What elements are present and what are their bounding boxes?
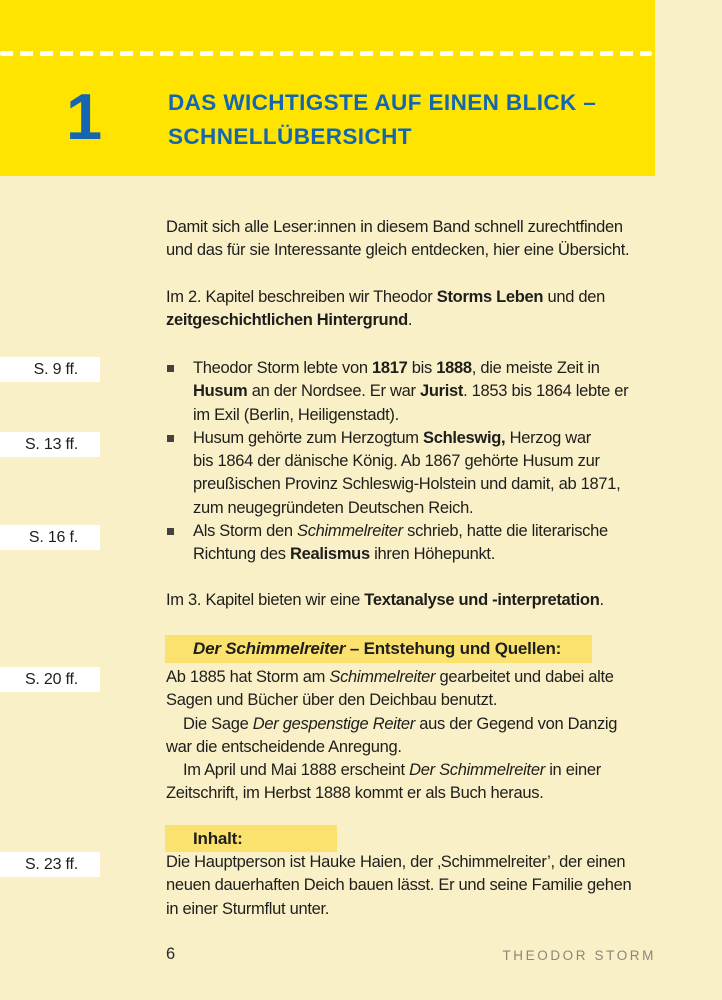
- highlight-heading-entstehung: Der Schimmelreiter – Entstehung und Quellen:: [165, 635, 592, 663]
- page-number: 6: [166, 945, 176, 963]
- paragraph-kapitel2: Im 2. Kapitel beschreiben wir Theodor Storms Leben und den zeitgeschichtlichen Hintergrund.: [166, 288, 606, 330]
- paragraph-kapitel3: Im 3. Kapitel bieten wir eine Textanalyse und -interpretation.: [166, 591, 604, 609]
- bullet-list: [166, 357, 666, 567]
- bullet-text: Als Storm den Schimmelreiter schrieb, hatte die literarische Richtung des Realismus ihren Höhepunkt.: [193, 522, 608, 564]
- margin-label-s16: S. 16 f.: [0, 525, 100, 550]
- paragraph-entstehung-3: Im April und Mai 1888 erscheint Der Schimmelreiter in einer Zeitschrift, im Herbst 1888 kommt er als Buch heraus.: [166, 761, 601, 803]
- dashed-divider: [0, 51, 652, 56]
- chapter-title-line1: DAS WICHTIGSTE AUF EINEN BLICK –: [168, 90, 597, 115]
- margin-label-s20: S. 20 ff.: [0, 667, 100, 692]
- list-item: [166, 427, 666, 520]
- bullet-square-icon: [167, 528, 174, 535]
- highlight-heading-inhalt: Inhalt:: [165, 825, 337, 852]
- bullet-square-icon: [167, 435, 174, 442]
- paragraph-entstehung-2: Die Sage Der gespenstige Reiter aus der Gegend von Danzig war die entscheidende Anregung.: [166, 714, 618, 756]
- paragraph-inhalt: Die Hauptperson ist Hauke Haien, der ‚Schimmelreiter’, der einen neuen dauerhaften Deich bauen lässt. Er und seine Familie gehen in einer Sturmflut unter.: [166, 853, 632, 918]
- margin-label-s23: S. 23 ff.: [0, 852, 100, 877]
- chapter-title-line2: SCHNELLÜBERSICHT: [168, 124, 412, 149]
- bullet-text: Husum gehörte zum Herzogtum Schleswig, Herzog war bis 1864 der dänische König. Ab 1867 gehörte Husum zur preußischen Provinz Schleswig-Holstein und damit, ab 1871, zum neugegründeten Deutschen Reich.: [193, 428, 621, 517]
- chapter-title: [168, 86, 596, 154]
- bullet-square-icon: [167, 365, 174, 372]
- chapter-header: [0, 0, 655, 176]
- margin-label-s9: S. 9 ff.: [0, 357, 100, 382]
- list-item: [166, 357, 666, 427]
- paragraph-group-entstehung: [166, 666, 666, 806]
- paragraph-entstehung-1: Ab 1885 hat Storm am Schimmelreiter gearbeitet und dabei alte Sagen und Bücher über den Deichbau benutzt.: [166, 668, 614, 710]
- chapter-number: 1: [66, 80, 103, 153]
- running-header: THEODOR STORM: [502, 948, 656, 963]
- paragraph-intro: Damit sich alle Leser:innen in diesem Band schnell zurechtfinden und das für sie Interessante gleich entdecken, hier eine Übersicht.: [166, 218, 630, 260]
- list-item: [166, 520, 666, 567]
- bullet-text: Theodor Storm lebte von 1817 bis 1888, die meiste Zeit in Husum an der Nordsee. Er war Jurist. 1853 bis 1864 lebte er im Exil (Berlin, Heiligenstadt).: [193, 359, 629, 424]
- margin-label-s13: S. 13 ff.: [0, 432, 100, 457]
